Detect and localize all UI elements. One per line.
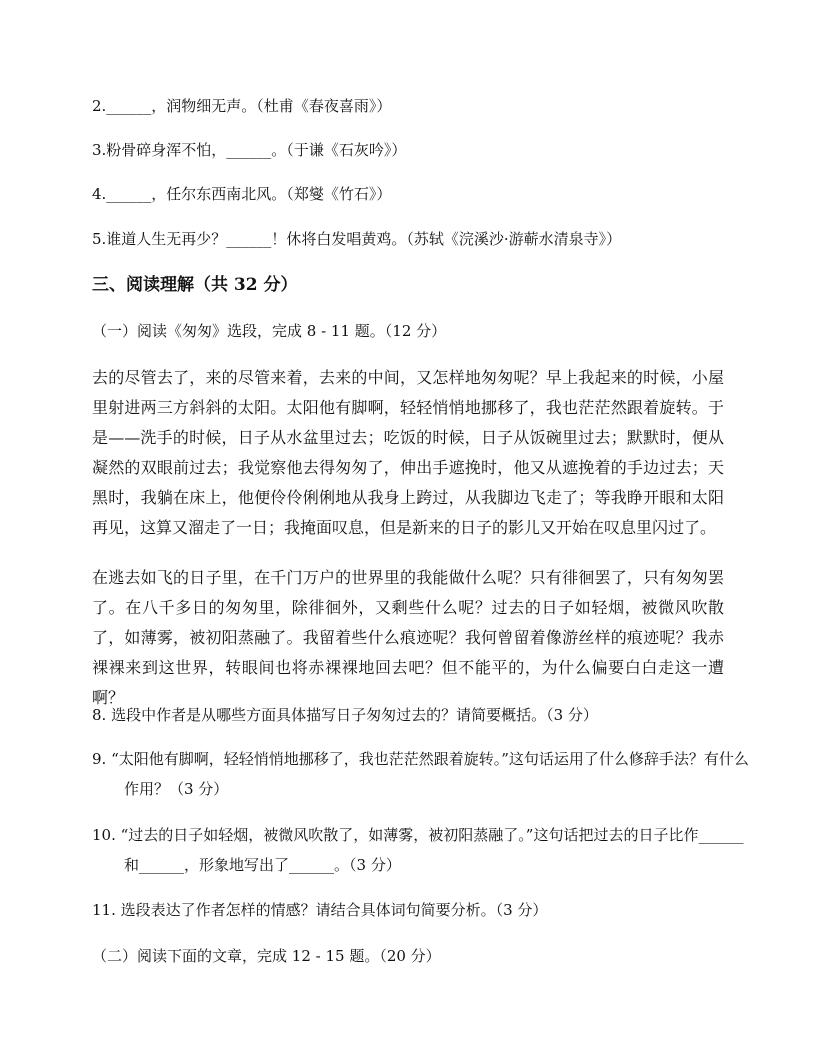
poem-line-2: 2.______，润物细无声。（杜甫《春夜喜雨》） xyxy=(92,97,392,115)
part2-heading: （二）阅读下面的文章，完成 12 - 15 题。（20 分） xyxy=(92,947,441,965)
poem-line-3: 3.粉骨碎身浑不怕，______。（于谦《石灰吟》） xyxy=(92,141,407,159)
question-8: 8. 选段中作者是从哪些方面具体描写日子匆匆过去的？请简要概括。（3 分） xyxy=(92,706,598,724)
question-11: 11. 选段表达了作者怎样的情感？请结合具体词句简要分析。（3 分） xyxy=(92,901,548,919)
poem-line-5: 5.谁道人生无再少？______！休将白发唱黄鸡。（苏轼《浣溪沙·游蕲水清泉寺》） xyxy=(92,230,622,248)
passage-paragraph-2: 在逃去如飞的日子里，在千门万户的世界里的我能做什么呢？只有徘徊罢了，只有匆匆罢了。在八千多日的匆匆里，除徘徊外，又剩些什么呢？过去的日子如轻烟，被微风吹散了，如薄雾，被初阳蒸融了。我留着些什么痕迹呢？我何曾留着像游丝样的痕迹呢？我赤裸裸来到这世界，转眼间也将赤裸裸地回去吧？但不能平的，为什么偏要白白走这一遭啊？ xyxy=(92,568,724,707)
section-heading: 三、阅读理解（共 32 分） xyxy=(92,275,298,295)
poem-line-4: 4.______，任尔东西南北风。（郑燮《竹石》） xyxy=(92,185,392,203)
part1-heading: （一）阅读《匆匆》选段，完成 8 - 11 题。（12 分） xyxy=(92,322,447,340)
question-9: 9. “太阳他有脚啊，轻轻悄悄地挪移了，我也茫茫然跟着旋转。”这句话运用了什么修辞手法？有什么作用？（3 分） xyxy=(92,750,749,798)
question-10: 10. “过去的日子如轻烟，被微风吹散了，如薄雾，被初阳蒸融了。”这句话把过去的日子比作______和______，形象地写出了______。（3 分） xyxy=(92,826,744,874)
passage-paragraph-1: 去的尽管去了，来的尽管来着，去来的中间，又怎样地匆匆呢？早上我起来的时候，小屋里射进两三方斜斜的太阳。太阳他有脚啊，轻轻悄悄地挪移了，我也茫茫然跟着旋转。于是——洗手的时候，日子从水盆里过去；吃饭的时候，日子从饭碗里过去；默默时，便从凝然的双眼前过去；我觉察他去得匆匆了，伸出手遮挽时，他又从遮挽着的手边过去；天黑时，我躺在床上，他便伶伶俐俐地从我身上跨过，从我脚边飞走了；等我睁开眼和太阳再见，这算又溜走了一日；我掩面叹息，但是新来的日子的影儿又开始在叹息里闪过了。 xyxy=(92,368,724,537)
